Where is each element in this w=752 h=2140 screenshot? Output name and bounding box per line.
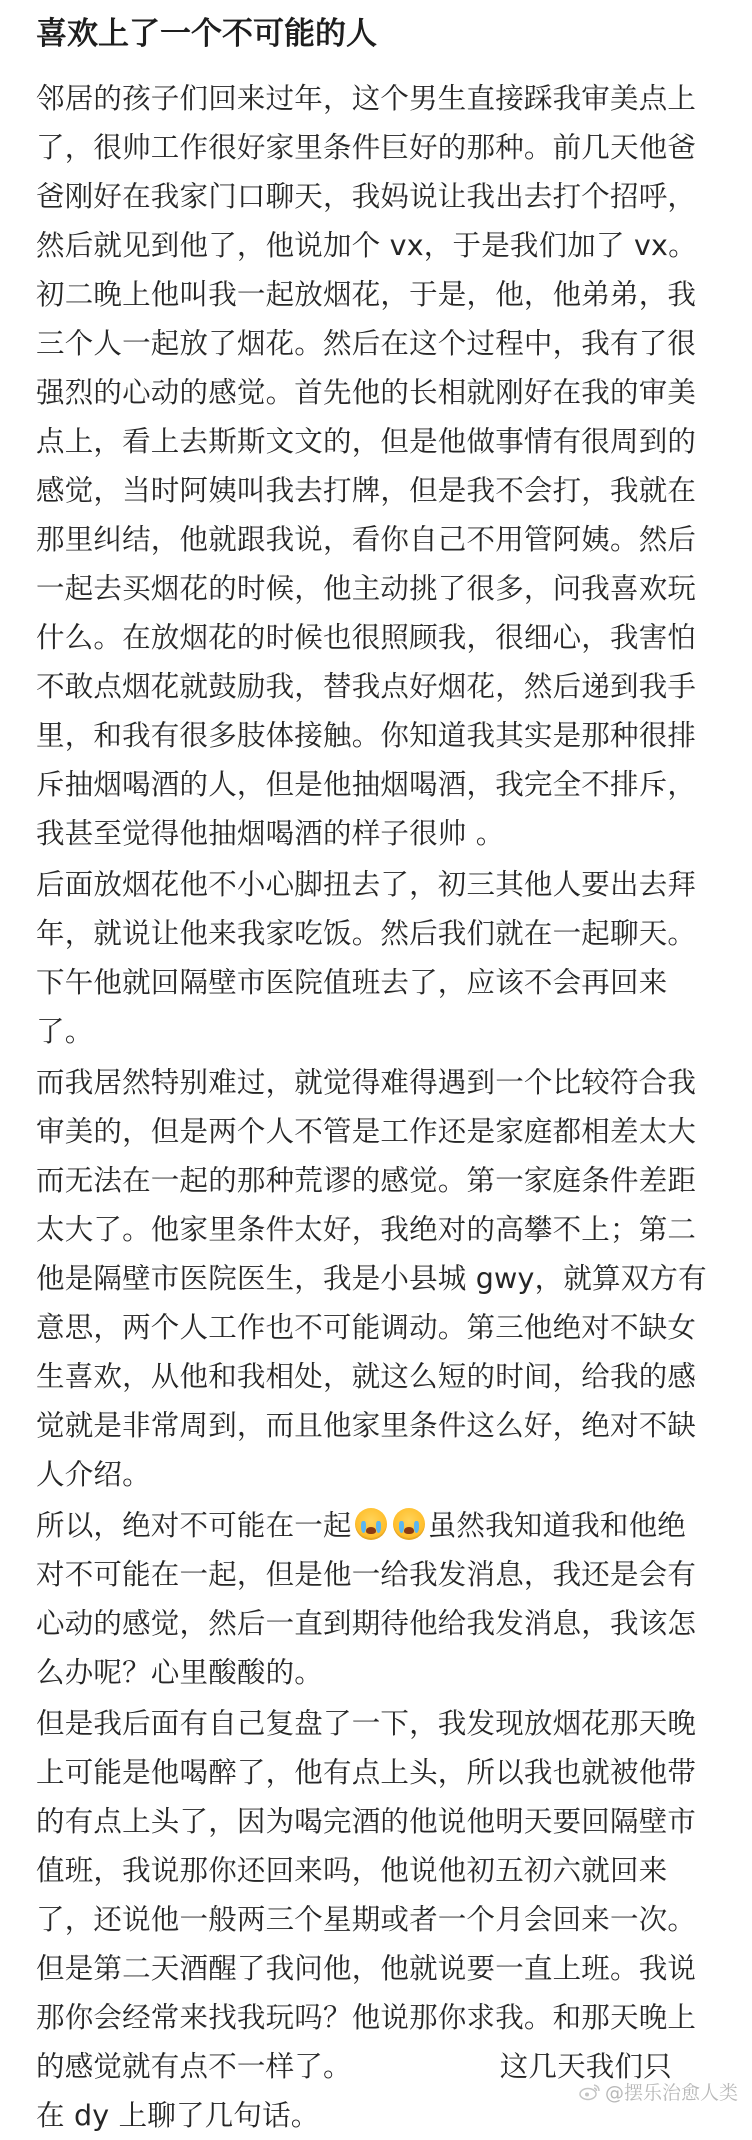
- text-line: 不敢点烟花就鼓励我，替我点好烟花，然后递到我手: [36, 670, 697, 703]
- text-line: 里，和我有很多肢体接触。你知道我其实是那种很排: [36, 719, 697, 752]
- paragraph-4: [36, 1501, 722, 1697]
- text-line: 了，还说他一般两三个星期或者一个月会回来一次。: [36, 1903, 697, 1936]
- weibo-icon: [579, 2083, 601, 2101]
- paragraph-5: [36, 1699, 722, 2140]
- text-line: 人介绍。: [36, 1458, 151, 1491]
- text-line: 强烈的心动的感觉。首先他的长相就刚好在我的审美: [36, 376, 697, 409]
- post-title: 喜欢上了一个不可能的人: [36, 16, 377, 52]
- text-line: 什么。在放烟花的时候也很照顾我，很细心，我害怕: [36, 621, 697, 654]
- text-line: 觉就是非常周到，而且他家里条件这么好，绝对不缺: [36, 1409, 697, 1442]
- crying-face-icon: [355, 1508, 387, 1540]
- text-line: 而我居然特别难过，就觉得难得遇到一个比较符合我: [36, 1066, 697, 1099]
- paragraph-1: [36, 74, 722, 858]
- text-line: 我甚至觉得他抽烟喝酒的样子很帅 。: [36, 817, 505, 850]
- text-line: 审美的，但是两个人不管是工作还是家庭都相差太大: [36, 1115, 697, 1148]
- text-line: 斥抽烟喝酒的人，但是他抽烟喝酒，我完全不排斥，: [36, 768, 697, 801]
- text-line: 邻居的孩子们回来过年，这个男生直接踩我审美点上: [36, 82, 697, 115]
- text-line: 但是我后面有自己复盘了一下，我发现放烟花那天晚: [36, 1707, 697, 1740]
- weibo-watermark: [579, 2078, 738, 2105]
- text-line: 的有点上头了，因为喝完酒的他说他明天要回隔壁市: [36, 1805, 697, 1838]
- text-line: 上可能是他喝醉了，他有点上头，所以我也就被他带: [36, 1756, 697, 1789]
- text-line: 了，很帅工作很好家里条件巨好的那种。前几天他爸: [36, 131, 697, 164]
- paragraph-3: [36, 1058, 722, 1499]
- text-line: 了。: [36, 1015, 94, 1048]
- text-line: 在 dy 上聊了几句话。: [36, 2099, 320, 2132]
- text-line: 那里纠结，他就跟我说，看你自己不用管阿姨。然后: [36, 523, 697, 556]
- text-line: 心动的感觉，然后一直到期待他给我发消息，我该怎: [36, 1607, 697, 1640]
- text-line: 初二晚上他叫我一起放烟花，于是，他，他弟弟，我: [36, 278, 697, 311]
- text-line: 太大了。他家里条件太好，我绝对的高攀不上；第二: [36, 1213, 697, 1246]
- split-line-left: 的感觉就有点不一样了。: [36, 2050, 352, 2083]
- text-line: 生喜欢，从他和我相处，就这么短的时间，给我的感: [36, 1360, 697, 1393]
- text-line: 下午他就回隔壁市医院值班去了，应该不会再回来: [36, 966, 668, 999]
- text-line: 然后就见到他了，他说加个 vx，于是我们加了 vx。: [36, 229, 697, 262]
- text-line: 意思，两个人工作也不可能调动。第三他绝对不缺女: [36, 1311, 697, 1344]
- split-line-right: 这几天我们只: [499, 2050, 672, 2083]
- text-line: 而无法在一起的那种荒谬的感觉。第一家庭条件差距: [36, 1164, 697, 1197]
- text-line: 但是第二天酒醒了我问他，他就说要一直上班。我说: [36, 1952, 697, 1985]
- text-line: 感觉，当时阿姨叫我去打牌，但是我不会打，我就在: [36, 474, 697, 507]
- paragraph-2: [36, 860, 722, 1056]
- crying-face-icon: [393, 1508, 425, 1540]
- text-line: 后面放烟花他不小心脚扭去了，初三其他人要出去拜: [36, 868, 697, 901]
- emoji-line-after: 虽然我知道我和他绝: [427, 1509, 687, 1542]
- text-line: 三个人一起放了烟花。然后在这个过程中，我有了很: [36, 327, 697, 360]
- text-line: 一起去买烟花的时候，他主动挑了很多，问我喜欢玩: [36, 572, 697, 605]
- text-line: 爸刚好在我家门口聊天，我妈说让我出去打个招呼，: [36, 180, 697, 213]
- text-line: 年，就说让他来我家吃饭。然后我们就在一起聊天。: [36, 917, 697, 950]
- text-line: 点上，看上去斯斯文文的，但是他做事情有很周到的: [36, 425, 697, 458]
- emoji-line-before: 所以，绝对不可能在一起: [36, 1509, 352, 1542]
- text-line: 对不可能在一起，但是他一给我发消息，我还是会有: [36, 1558, 697, 1591]
- text-line-with-emoji: [36, 1501, 722, 1550]
- text-line: 么办呢？心里酸酸的。: [36, 1656, 324, 1689]
- text-line: 那你会经常来找我玩吗？他说那你求我。和那天晚上: [36, 2001, 697, 2034]
- text-line: 他是隔壁市医院医生，我是小县城 gwy，就算双方有: [36, 1262, 707, 1295]
- watermark-text: @摆乐治愈人类: [604, 2082, 738, 2104]
- text-line: 值班，我说那你还回来吗，他说他初五初六就回来: [36, 1854, 668, 1887]
